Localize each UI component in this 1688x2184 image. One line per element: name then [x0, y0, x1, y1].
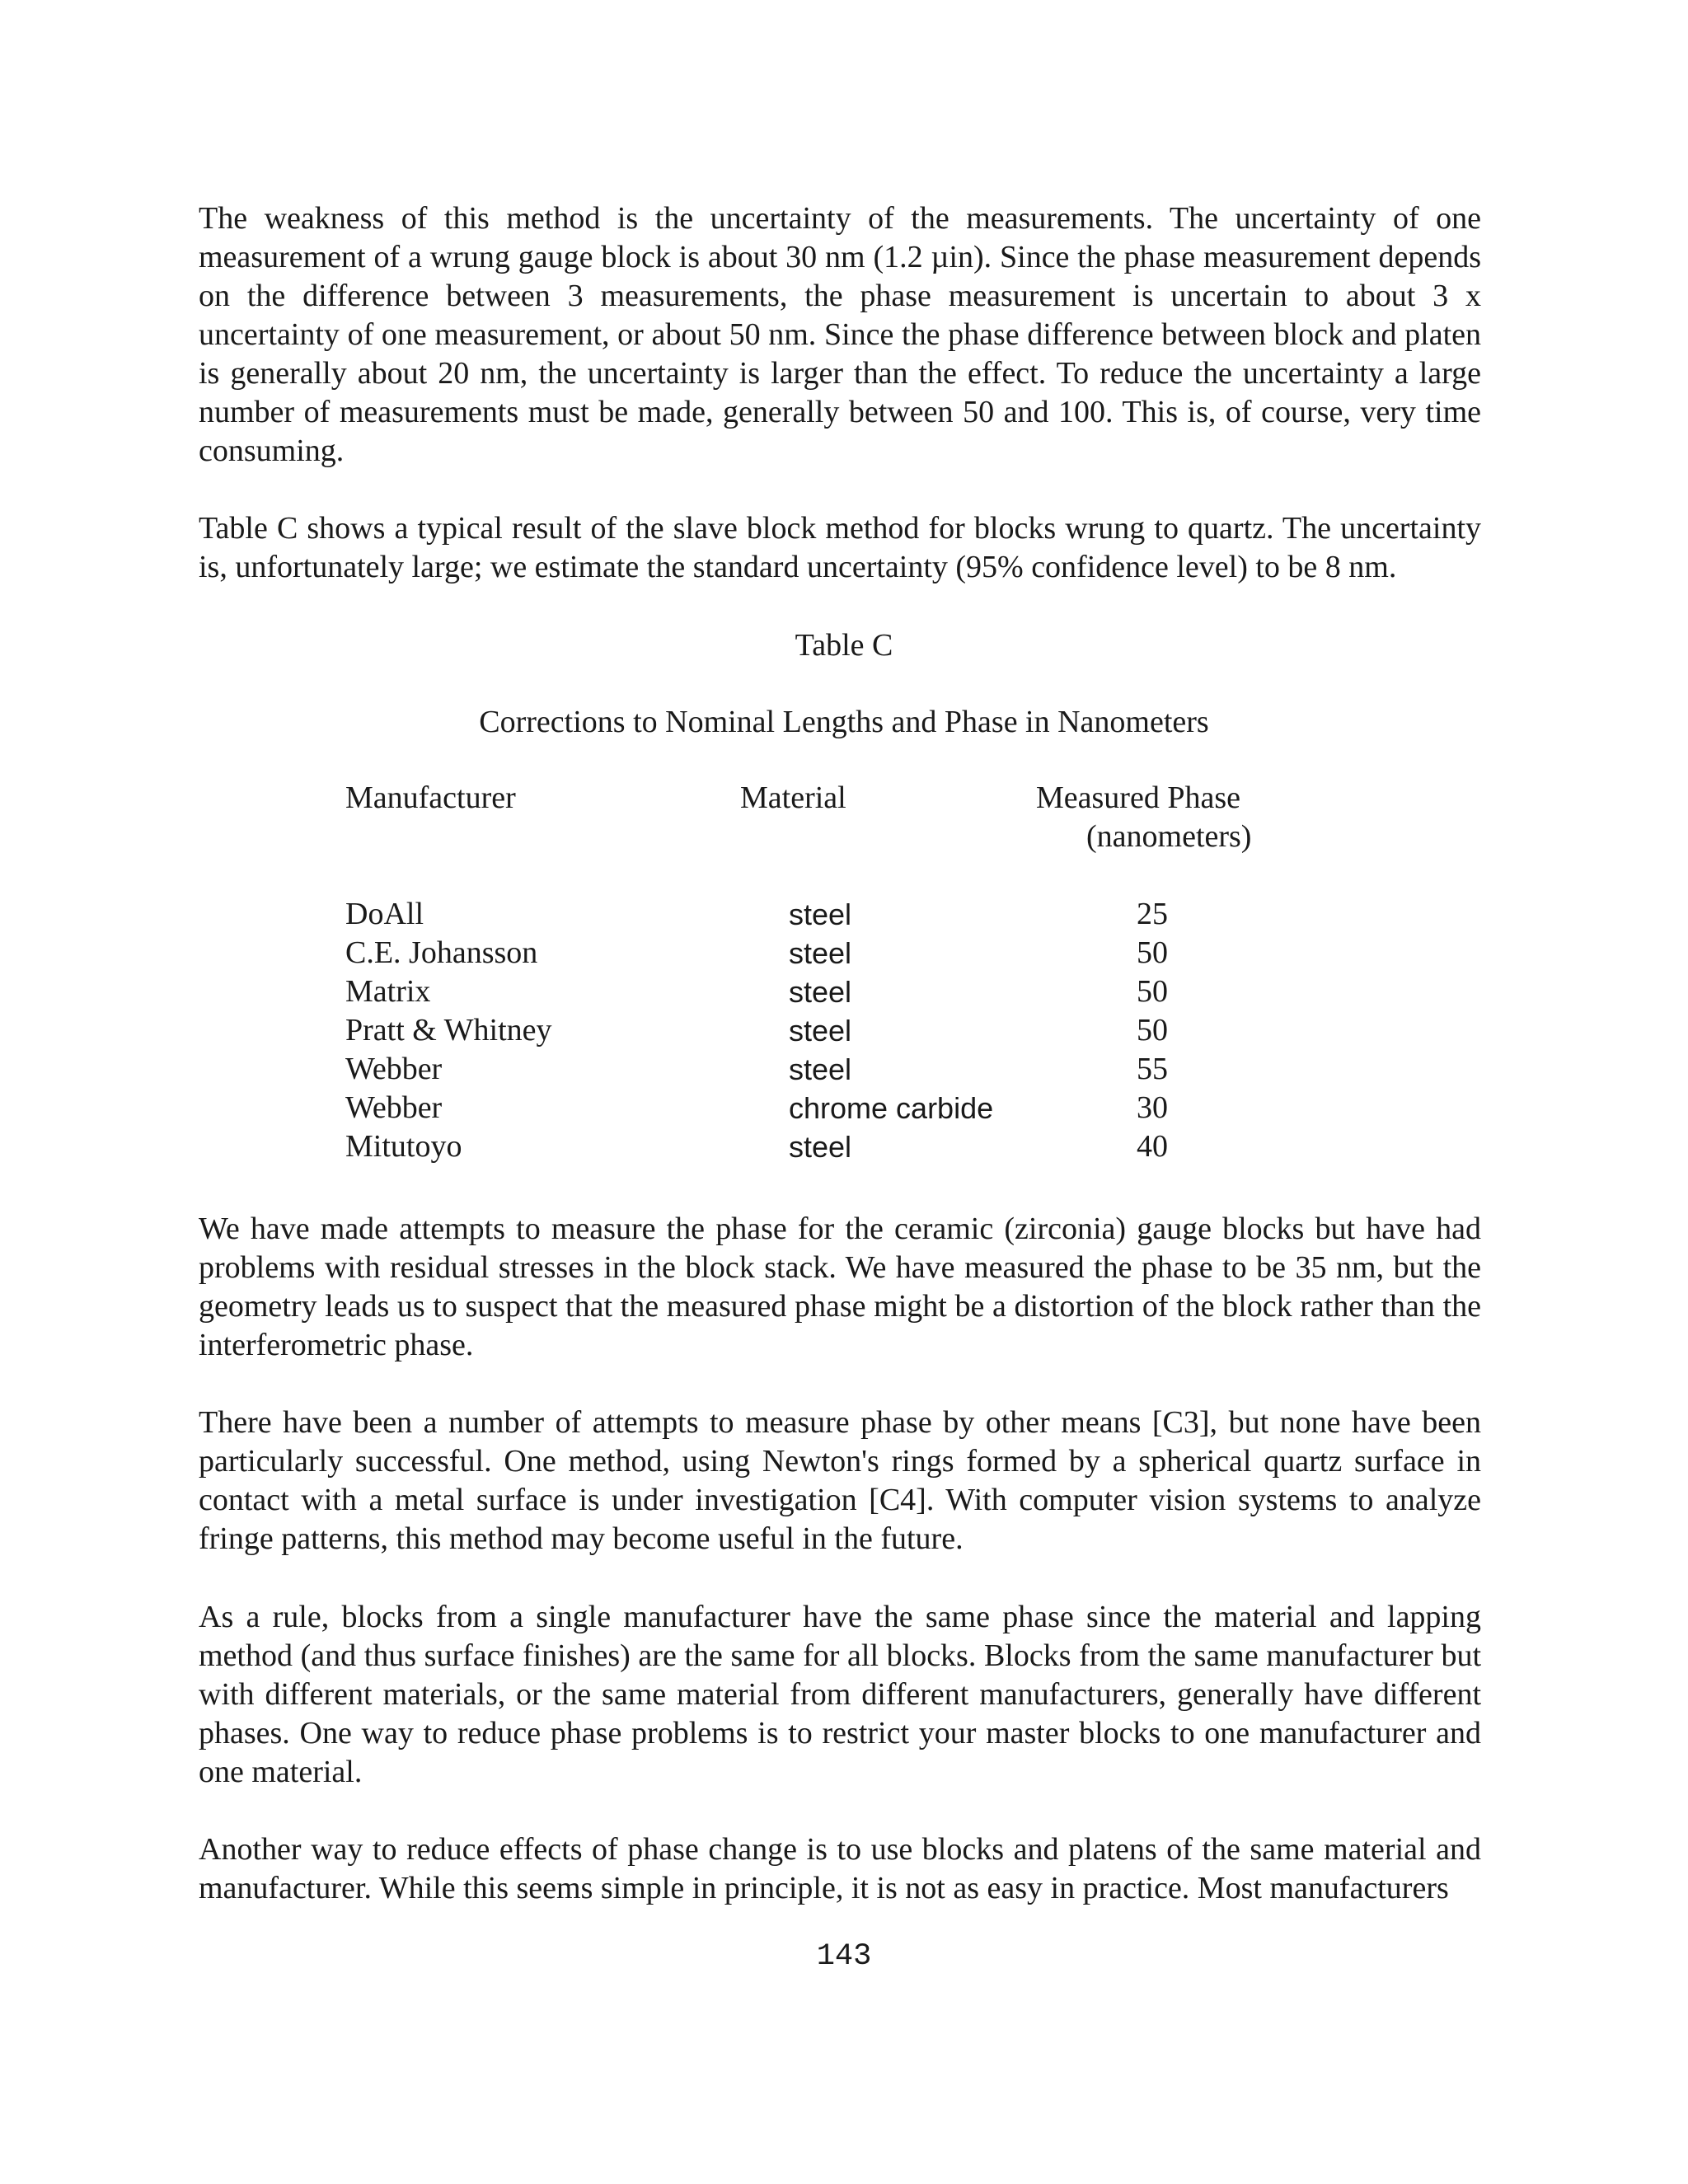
table-caption: Corrections to Nominal Lengths and Phase in Nanometers: [479, 705, 1209, 739]
table-title: Table C: [795, 628, 893, 663]
table-header-phase: Measured Phase: [1036, 780, 1240, 815]
table-cell-phase: 25: [1137, 897, 1168, 931]
table-cell-manufacturer: Webber: [345, 1052, 443, 1086]
paragraph-measurement-uncertainty: The weakness of this method is the uncertainty of the measurements. The uncertainty of one measurement of a wrung gauge block is about 30 nm (1.2 µin). Since the phase measurement depends on the difference between 3 measurements, the phase measurement is uncertain to about 3 x uncertainty of one measurement, or about 50 nm. Since the phase difference between block and platen is generally about 20 nm, the uncertainty is larger than the effect. To reduce the uncertainty a large number of measurements must be made, generally between 50 and 100. This is, of course, very time consuming.: [199, 201, 1481, 468]
table-cell-manufacturer: DoAll: [345, 897, 424, 931]
table-cell-phase: 30: [1137, 1090, 1168, 1125]
table-cell-phase: 55: [1137, 1052, 1168, 1086]
table-cell-phase: 50: [1137, 1013, 1168, 1047]
paragraph-other-methods: There have been a number of attempts to measure phase by other means [C3], but none have been particularly successful. One method, using Newton's rings formed by a spherical quartz surface in contact with a metal surface is under investigation [C4]. With computer vision systems to analyze fringe patterns, this method may become useful in the future.: [199, 1405, 1481, 1556]
paragraph-table-intro: Table C shows a typical result of the slave block method for blocks wrung to quartz. The uncertainty is, unfortunately large; we estimate the standard uncertainty (95% confidence level) to be 8 nm.: [199, 511, 1481, 584]
page-number: 143: [816, 1939, 872, 1974]
table-cell-manufacturer: Matrix: [345, 974, 431, 1009]
table-cell-manufacturer: Pratt & Whitney: [345, 1013, 552, 1047]
table-cell-material: steel: [789, 1130, 852, 1164]
table-header-phase-unit: (nanometers): [1086, 819, 1252, 854]
paragraph-manufacturer-rule: As a rule, blocks from a single manufacturer have the same phase since the material and lapping method (and thus surface finishes) are the same for all blocks. Blocks from the same manufacturer but with different materials, or the same material from different manufacturers, generally have different phases. One way to reduce phase problems is to restrict your master blocks to one manufacturer and one material.: [199, 1600, 1481, 1789]
table-cell-phase: 50: [1137, 974, 1168, 1009]
table-cell-material: steel: [789, 898, 852, 931]
table-cell-phase: 40: [1137, 1129, 1168, 1164]
paragraph-ceramic-blocks: We have made attempts to measure the phase for the ceramic (zirconia) gauge blocks but have had problems with residual stresses in the block stack. We have measured the phase to be 35 nm, but the geometry leads us to suspect that the measured phase might be a distortion of the block rather than the interferometric phase.: [199, 1212, 1481, 1362]
table-header-manufacturer: Manufacturer: [345, 780, 516, 815]
table-header-material: Material: [740, 780, 846, 815]
table-cell-material: chrome carbide: [789, 1091, 994, 1125]
table-cell-manufacturer: Webber: [345, 1090, 443, 1125]
table-cell-manufacturer: C.E. Johansson: [345, 935, 538, 970]
table-cell-material: steel: [789, 936, 852, 970]
paragraph-same-material: Another way to reduce effects of phase change is to use blocks and platens of the same material and manufacturer. While this seems simple in principle, it is not as easy in practice. Most manufacturers: [199, 1832, 1481, 1905]
table-cell-phase: 50: [1137, 935, 1168, 970]
table-cell-material: steel: [789, 1052, 852, 1086]
table-cell-material: steel: [789, 975, 852, 1009]
table-cell-manufacturer: Mitutoyo: [345, 1129, 462, 1164]
table-cell-material: steel: [789, 1014, 852, 1047]
